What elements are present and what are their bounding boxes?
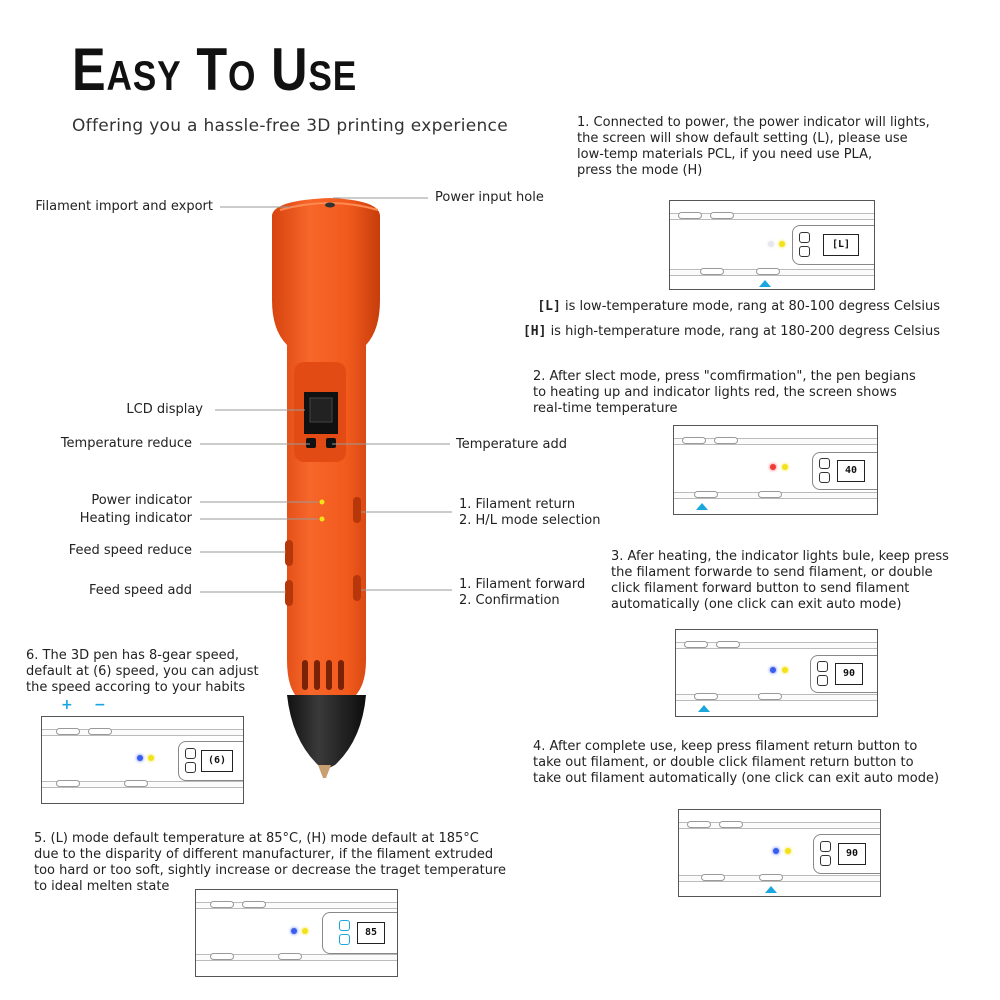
panel-lcd <box>178 741 244 781</box>
mode-panel-4 <box>678 809 881 897</box>
step-6-text <box>26 648 259 696</box>
label-filament-return-line1: 1. Filament return <box>459 497 576 512</box>
step-5-text <box>34 831 506 895</box>
indicator-dot-left <box>291 928 297 934</box>
step-5-line: to ideal melten state <box>34 879 170 894</box>
panel-button <box>242 901 266 908</box>
lcd-screen-value: 90 <box>838 843 866 865</box>
indicator-dot-right <box>779 241 785 247</box>
page-subtitle: Offering you a hassle-free 3D printing experience <box>72 116 508 136</box>
speed-panel-6 <box>41 716 244 804</box>
step-3-text <box>611 549 949 613</box>
label-lcd-display: LCD display <box>126 402 203 417</box>
lcd-buttons <box>817 661 827 689</box>
step-5-line: due to the disparity of different manufacturer, if the filament extruded <box>34 847 494 862</box>
pointer-triangle <box>698 705 710 712</box>
step-6-line: 6. The 3D pen has 8-gear speed, <box>26 648 240 663</box>
lcd-buttons <box>820 841 830 869</box>
label-filament-return <box>459 497 601 529</box>
lcd-screen-value: (6) <box>201 750 233 772</box>
indicator-dot-left <box>770 667 776 673</box>
panel-lcd <box>792 225 875 265</box>
pointer-triangle <box>759 280 771 287</box>
step-4-line: 4. After complete use, keep press filament return button to <box>533 739 918 754</box>
indicator-dot-right <box>302 928 308 934</box>
indicator-dot-right <box>785 848 791 854</box>
mode-panel-2 <box>673 425 878 515</box>
panel-button <box>694 491 718 498</box>
mode-panel-3 <box>675 629 878 717</box>
label-temperature-add: Temperature add <box>456 437 567 452</box>
panel-lcd <box>322 912 398 954</box>
lcd-buttons <box>339 920 349 948</box>
label-filament-forward-line2: 2. Confirmation <box>459 593 560 608</box>
panel-button <box>124 780 148 787</box>
step-1-line: 1. Connected to power, the power indicator will lights, <box>577 115 930 130</box>
panel-button <box>714 437 738 444</box>
indicator-dot-left <box>770 464 776 470</box>
lcd-buttons <box>819 458 829 486</box>
panel-lcd <box>810 655 878 693</box>
step-3-line: 3. Afer heating, the indicator lights bule, keep press <box>611 549 949 564</box>
indicator-dot-right <box>148 755 154 761</box>
indicator-dot-right <box>782 464 788 470</box>
label-temperature-reduce: Temperature reduce <box>60 436 192 451</box>
panel-lcd <box>813 834 881 874</box>
step-1-line: press the mode (H) <box>577 163 703 178</box>
panel-button <box>756 268 780 275</box>
minus-sign: − <box>94 697 106 713</box>
panel-lcd <box>812 452 878 490</box>
panel-button <box>719 821 743 828</box>
step-5-line: 5. (L) mode default temperature at 85°C, (H) mode default at 185°C <box>34 831 479 846</box>
plus-sign: + <box>61 697 73 713</box>
panel-button <box>687 821 711 828</box>
step-6-line: the speed accoring to your habits <box>26 680 246 695</box>
step-1-line: the screen will show default setting (L), please use <box>577 131 908 146</box>
label-filament-forward <box>459 577 585 609</box>
step-5-line: too hard or too soft, sightly increase or decrease the traget temperature <box>34 863 507 878</box>
step-2-line: real-time temperature <box>533 401 678 416</box>
lcd-screen-value: 85 <box>357 922 385 944</box>
step-4-line: take out filament automatically (one click can exit auto mode) <box>533 771 940 786</box>
h-mode-text: is high-temperature mode, rang at 180-200 degress Celsius <box>546 324 940 339</box>
step-4-text <box>533 739 939 787</box>
h-mode-note <box>460 324 940 339</box>
indicator-dot-left <box>768 241 774 247</box>
indicator-dot-right <box>782 667 788 673</box>
panel-button <box>700 268 724 275</box>
panel-button <box>759 874 783 881</box>
panel-button <box>278 953 302 960</box>
step-1-line: low-temp materials PCL, if you need use PLA, <box>577 147 873 162</box>
panel-button <box>678 212 702 219</box>
panel-button <box>716 641 740 648</box>
panel-button <box>210 901 234 908</box>
label-feed-speed-reduce: Feed speed reduce <box>68 543 192 558</box>
mode-panel-1 <box>669 200 875 290</box>
indicator-dot-left <box>137 755 143 761</box>
lcd-screen-value: 90 <box>835 663 863 685</box>
step-2-text <box>533 369 916 417</box>
pointer-triangle <box>696 503 708 510</box>
panel-button <box>56 728 80 735</box>
label-feed-speed-add: Feed speed add <box>88 583 192 598</box>
l-mode-text: is low-temperature mode, rang at 80-100 degress Celsius <box>560 299 940 314</box>
step-4-line: take out filament, or double click filament return button to <box>533 755 914 770</box>
step-6-line: default at (6) speed, you can adjust <box>26 664 259 679</box>
lcd-screen-value: 40 <box>837 460 865 482</box>
label-power-input-hole: Power input hole <box>435 190 544 205</box>
label-filament-forward-line1: 1. Filament forward <box>459 577 586 592</box>
lcd-buttons <box>799 232 809 260</box>
panel-button <box>758 693 782 700</box>
step-1-text <box>577 115 930 179</box>
step-3-line: automatically (one click can exit auto mode) <box>611 597 902 612</box>
panel-button <box>710 212 734 219</box>
panel-button <box>701 874 725 881</box>
panel-button <box>88 728 112 735</box>
step-3-line: click filament forward button to send filament <box>611 581 910 596</box>
step-2-line: 2. After slect mode, press "comfirmation", the pen begians <box>533 369 916 384</box>
indicator-dot-left <box>773 848 779 854</box>
panel-button <box>694 693 718 700</box>
label-filament-return-line2: 2. H/L mode selection <box>459 513 601 528</box>
step-3-line: the filament forwarde to send filament, or double <box>611 565 933 580</box>
label-filament-import-export: Filament import and export <box>35 199 213 214</box>
page-title: Easy To Use <box>72 36 358 103</box>
l-mode-note <box>460 299 940 314</box>
lcd-screen-value: [L] <box>823 234 859 256</box>
panel-button <box>210 953 234 960</box>
panel-button <box>56 780 80 787</box>
step-2-line: to heating up and indicator lights red, the screen shows <box>533 385 897 400</box>
panel-button <box>682 437 706 444</box>
h-mode-key: [H] <box>522 324 547 339</box>
temperature-panel-5 <box>195 889 398 977</box>
panel-button <box>758 491 782 498</box>
panel-button <box>684 641 708 648</box>
label-power-indicator: Power indicator <box>91 493 192 508</box>
label-heating-indicator: Heating indicator <box>79 511 192 526</box>
pointer-triangle <box>765 886 777 893</box>
l-mode-key: [L] <box>537 299 561 314</box>
lcd-buttons <box>185 748 195 776</box>
